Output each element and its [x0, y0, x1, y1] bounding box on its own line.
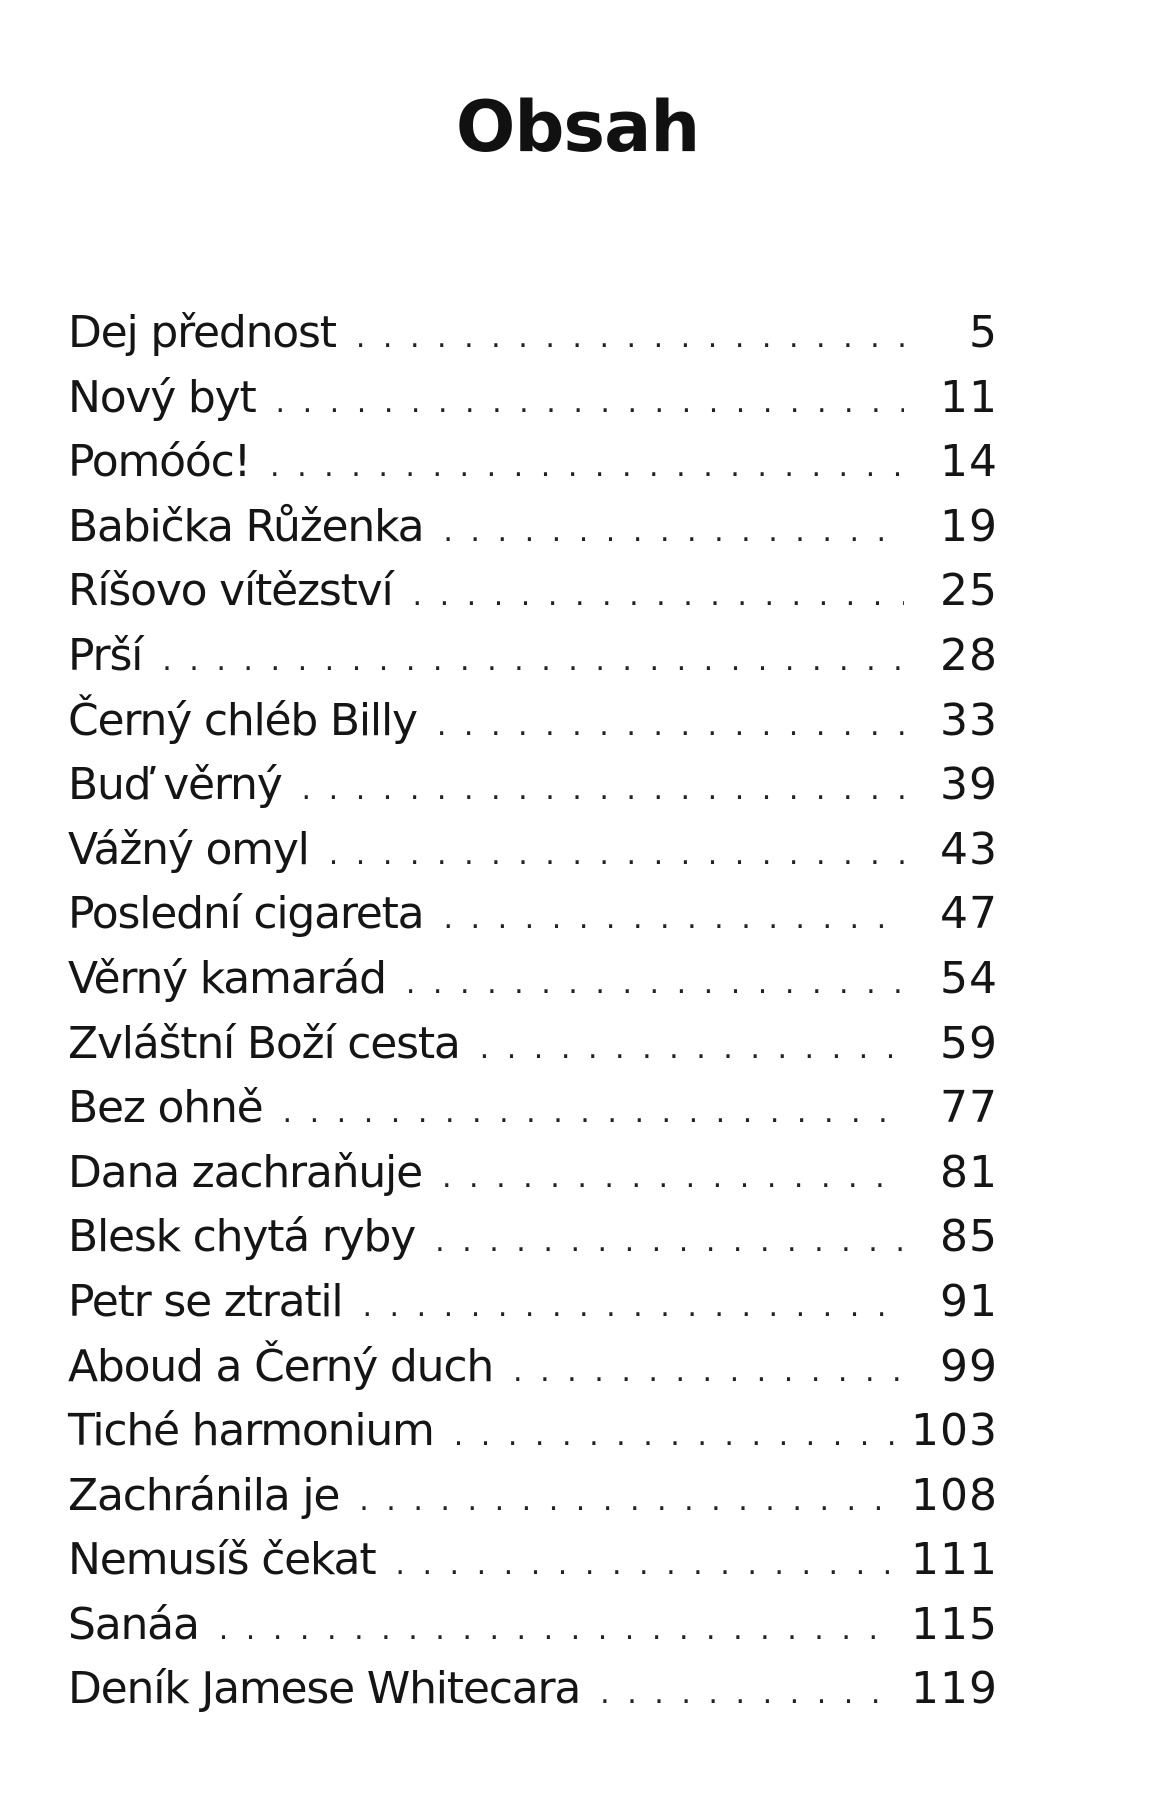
toc-entry	[68, 1657, 998, 1722]
toc-entry-title: Buď věrný	[68, 759, 282, 811]
toc-entry-title: Ríšovo vítězství	[68, 565, 393, 617]
toc-entry-page-number: 115	[911, 1598, 998, 1650]
toc-entry	[68, 818, 998, 883]
toc-entry-title: Dana zachraňuje	[68, 1146, 422, 1198]
toc-entry-title: Babička Růženka	[68, 500, 424, 552]
toc-entry	[68, 1141, 998, 1206]
dot-leader	[437, 694, 904, 759]
toc-entry-title: Prší	[68, 629, 143, 681]
toc-entry-title: Zvláštní Boží cesta	[68, 1017, 460, 1069]
dot-leader	[442, 1146, 904, 1211]
toc-entry	[68, 1335, 998, 1400]
toc-entry-page-number: 91	[940, 1275, 998, 1327]
dot-leader	[480, 1017, 904, 1082]
toc-entry	[68, 1270, 998, 1335]
toc-entry	[68, 1464, 998, 1529]
toc-entry-title: Nemusíš čekat	[68, 1534, 376, 1586]
toc-entry-page-number: 81	[940, 1146, 998, 1198]
toc-entry-page-number: 77	[940, 1082, 998, 1134]
toc-entry	[68, 1012, 998, 1077]
table-of-contents	[68, 301, 998, 1722]
toc-entry-title: Tiché harmonium	[68, 1405, 434, 1457]
toc-entry-page-number: 47	[940, 888, 998, 940]
toc-entry-page-number: 43	[940, 823, 998, 875]
dot-leader	[435, 1210, 904, 1275]
toc-entry	[68, 1205, 998, 1270]
dot-leader	[356, 306, 904, 371]
toc-entry-page-number: 108	[911, 1469, 998, 1521]
toc-entry-page-number: 5	[969, 307, 998, 358]
dot-leader	[443, 887, 904, 952]
toc-entry-title: Nový byt	[68, 371, 256, 423]
toc-entry-title: Bez ohně	[68, 1082, 263, 1134]
toc-entry-title: Černý chléb Billy	[68, 694, 417, 746]
toc-entry-title: Petr se ztratil	[68, 1275, 343, 1327]
toc-entry-title: Pomóóc!	[68, 436, 251, 488]
dot-leader	[276, 371, 904, 436]
toc-entry-page-number: 85	[940, 1211, 998, 1263]
toc-entry-title: Zachránila je	[68, 1469, 340, 1521]
toc-entry-page-number: 14	[940, 436, 998, 488]
dot-leader	[302, 758, 904, 823]
dot-leader	[270, 435, 904, 500]
toc-entry	[68, 689, 998, 754]
dot-leader	[454, 1404, 897, 1469]
toc-entry-page-number: 11	[940, 371, 998, 423]
dot-leader	[413, 564, 904, 629]
dot-leader	[162, 629, 904, 694]
dot-leader	[513, 1340, 904, 1405]
toc-entry-title: Věrný kamarád	[68, 952, 386, 1004]
dot-leader	[443, 500, 904, 565]
dot-leader	[219, 1598, 897, 1663]
dot-leader	[362, 1275, 904, 1340]
toc-entry	[68, 1076, 998, 1141]
toc-entry	[68, 1593, 998, 1658]
toc-entry-page-number: 28	[940, 629, 998, 681]
toc-entry-page-number: 119	[911, 1663, 998, 1715]
toc-entry-page-number: 33	[940, 694, 998, 746]
toc-entry	[68, 301, 998, 366]
toc-entry-title: Poslední cigareta	[68, 888, 424, 940]
toc-entry-title: Blesk chytá ryby	[68, 1211, 416, 1263]
toc-entry	[68, 495, 998, 560]
toc-entry	[68, 753, 998, 818]
dot-leader	[406, 952, 904, 1017]
toc-entry-page-number: 111	[911, 1534, 998, 1586]
dot-leader	[395, 1533, 897, 1598]
toc-entry-title: Sanáa	[68, 1598, 199, 1650]
toc-entry-title: Aboud a Černý duch	[68, 1340, 494, 1392]
toc-entry-title: Deník Jamese Whitecara	[68, 1663, 581, 1715]
toc-entry-title: Vážný omyl	[68, 823, 309, 875]
dot-leader	[359, 1469, 897, 1534]
toc-entry-page-number: 59	[940, 1017, 998, 1069]
toc-entry	[68, 947, 998, 1012]
toc-entry	[68, 882, 998, 947]
toc-entry	[68, 430, 998, 495]
page-title: Obsah	[455, 86, 700, 168]
toc-entry-page-number: 103	[911, 1405, 998, 1457]
toc-entry	[68, 559, 998, 624]
toc-entry-title: Dej přednost	[68, 307, 336, 358]
toc-entry-page-number: 19	[940, 500, 998, 552]
toc-entry	[68, 366, 998, 431]
toc-entry	[68, 624, 998, 689]
toc-entry-page-number: 39	[940, 759, 998, 811]
toc-entry-page-number: 25	[940, 565, 998, 617]
toc-entry	[68, 1528, 998, 1593]
dot-leader	[283, 1081, 904, 1146]
dot-leader	[600, 1662, 897, 1727]
toc-entry	[68, 1399, 998, 1464]
dot-leader	[329, 823, 904, 888]
toc-entry-page-number: 99	[940, 1340, 998, 1392]
toc-entry-page-number: 54	[940, 952, 998, 1004]
